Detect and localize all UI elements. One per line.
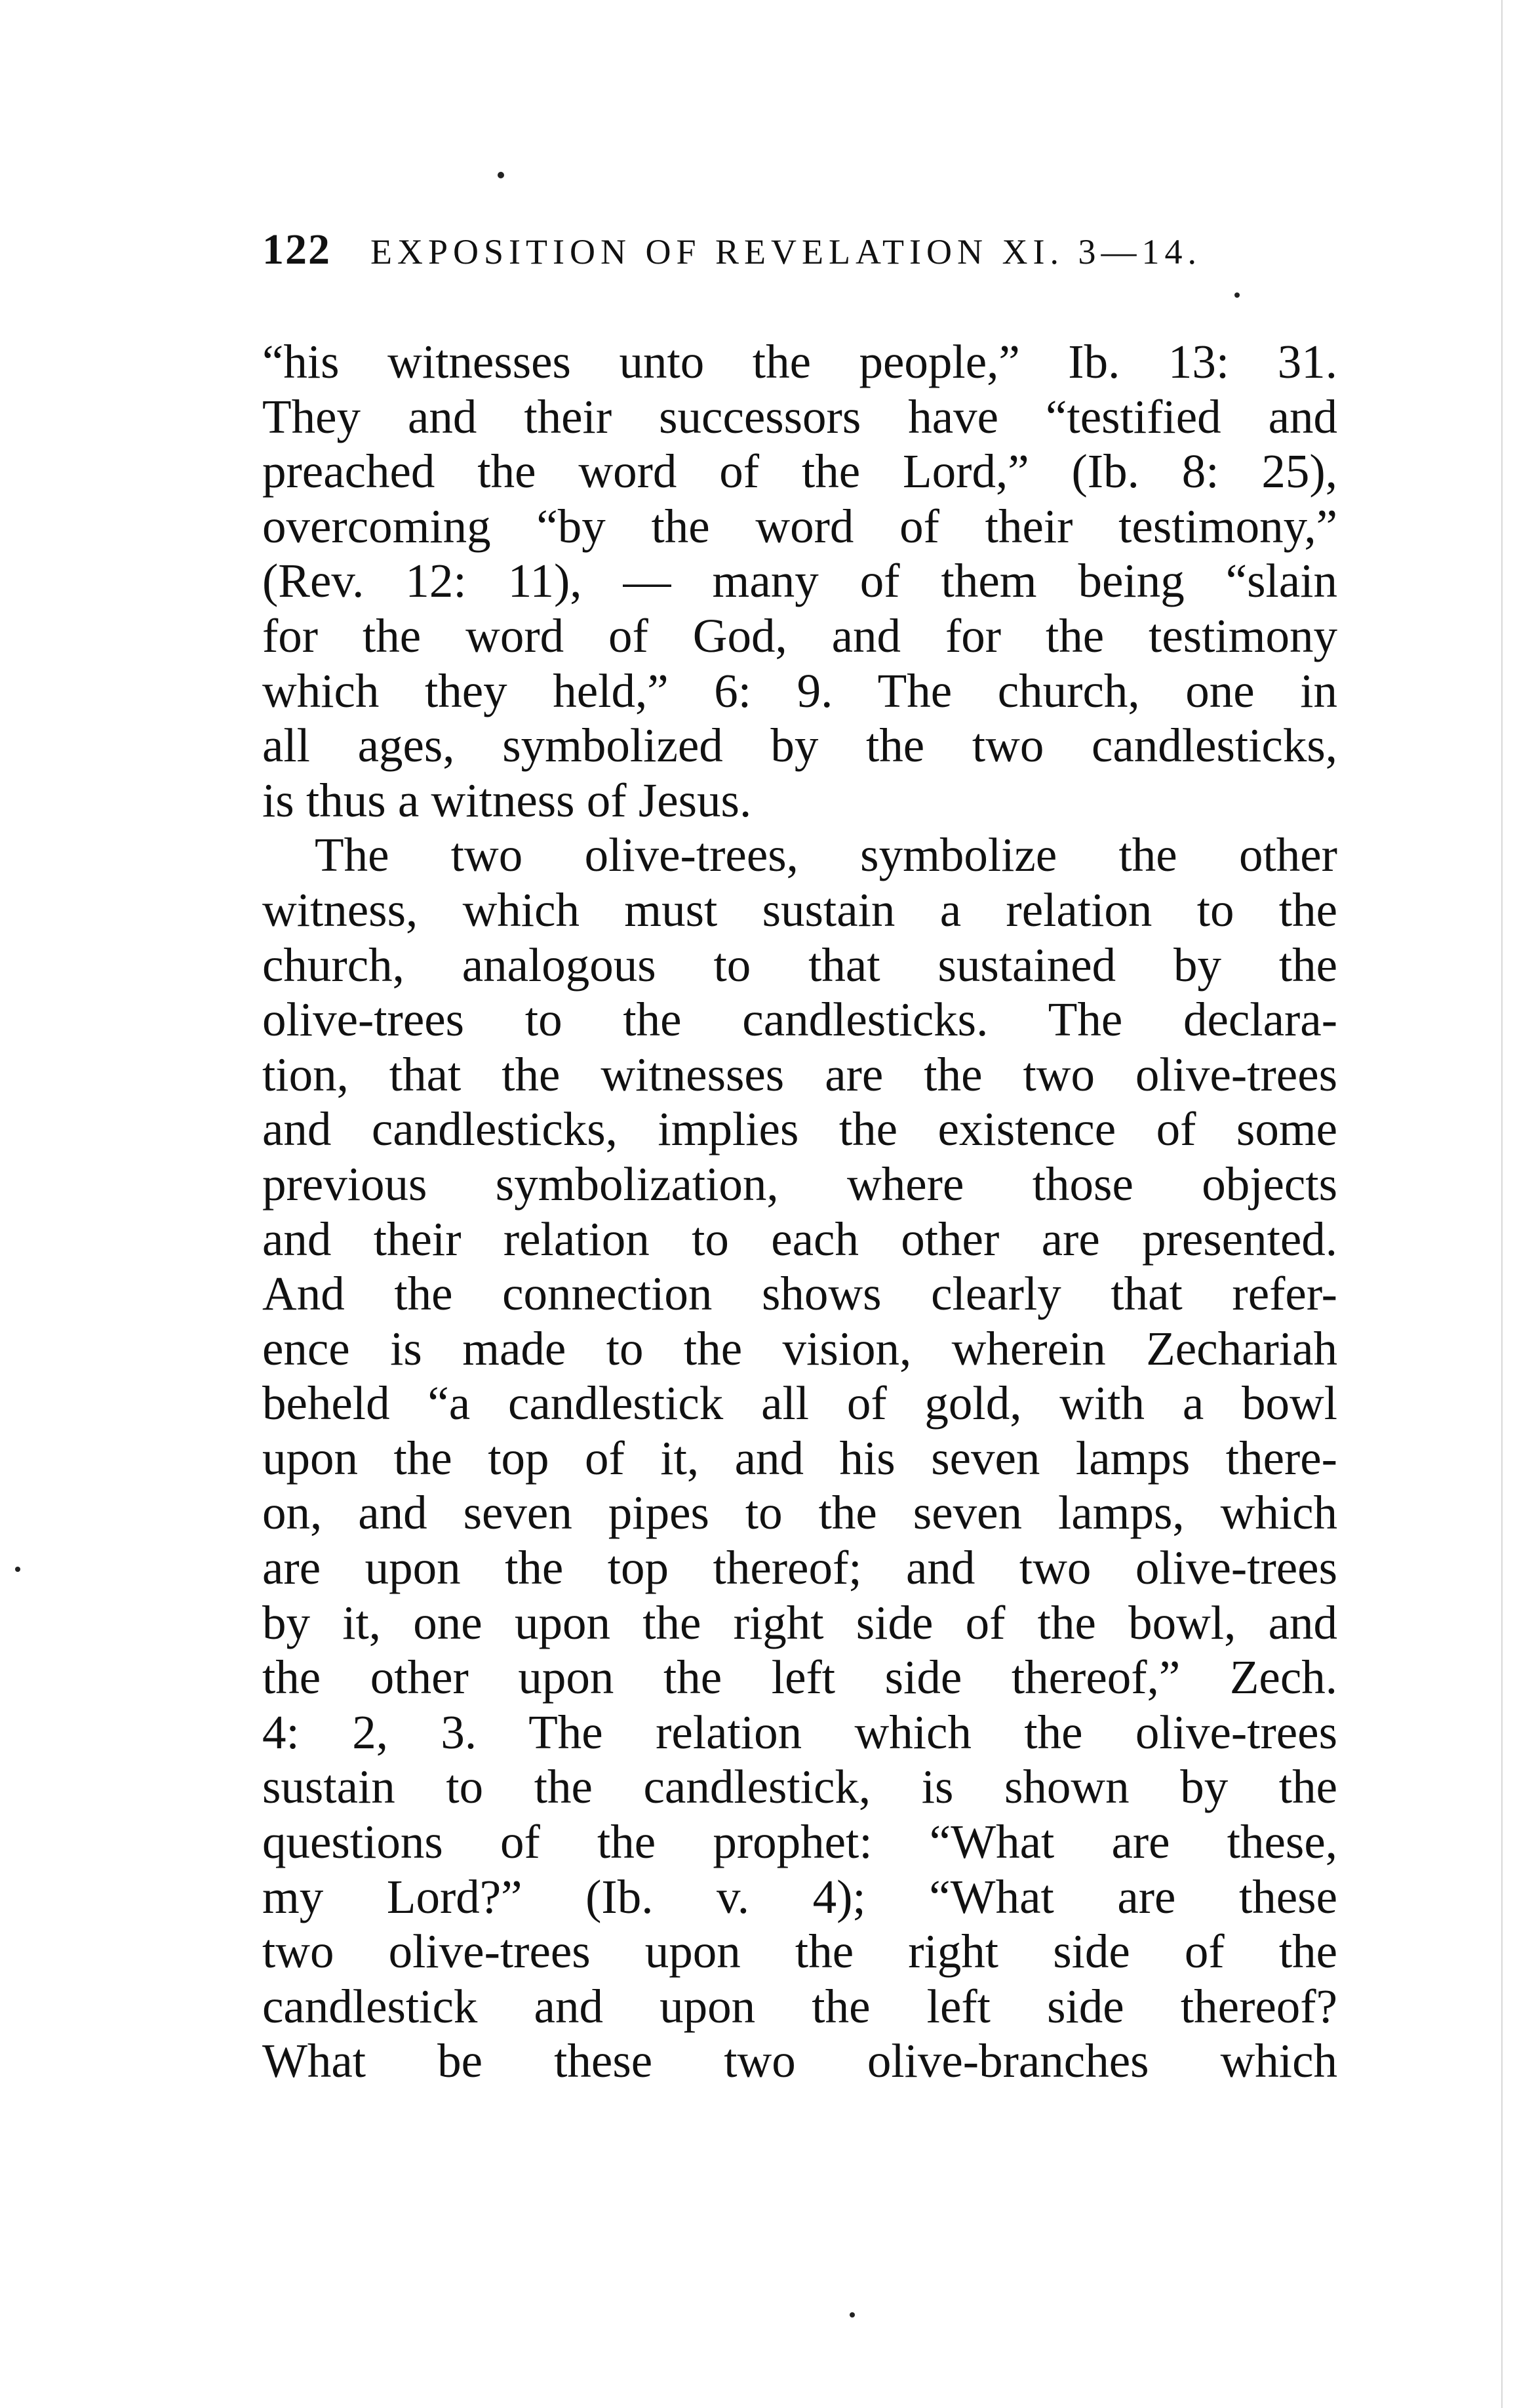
body-text xyxy=(262,334,1337,2089)
text-line: are upon the top thereof; and two olive-trees xyxy=(262,1541,1337,1595)
text-line: olive-trees to the candlesticks. The declara- xyxy=(262,993,1337,1047)
text-line: preached the word of the Lord,” (Ib. 8: 25), xyxy=(262,445,1337,498)
text-line: by it, one upon the right side of the bowl, and xyxy=(262,1595,1337,1649)
text-line: on, and seven pipes to the seven lamps, which xyxy=(262,1486,1337,1540)
text-line: church, analogous to that sustained by the xyxy=(262,938,1337,992)
text-line: candlestick and upon the left side thereof? xyxy=(262,1979,1337,2033)
text-line: The two olive-trees, symbolize the other xyxy=(315,828,1337,882)
text-line: and their relation to each other are presented. xyxy=(262,1212,1337,1266)
text-line: (Rev. 12: 11), — many of them being “slain xyxy=(262,554,1337,608)
running-title: EXPOSITION OF REVELATION XI. 3—14. xyxy=(370,232,1202,271)
ink-speck xyxy=(498,172,504,178)
text-line: two olive-trees upon the right side of the xyxy=(262,1925,1337,1978)
text-line: sustain to the candlestick, is shown by the xyxy=(262,1760,1337,1814)
text-line: ence is made to the vision, wherein Zechariah xyxy=(262,1321,1337,1375)
text-line: tion, that the witnesses are the two olive-trees xyxy=(262,1047,1337,1101)
text-line: and candlesticks, implies the existence of some xyxy=(262,1102,1337,1156)
text-line: my Lord?” (Ib. v. 4); “What are these xyxy=(262,1870,1337,1923)
text-line: witness, which must sustain a relation to the xyxy=(262,883,1337,936)
text-line: is thus a witness of Jesus. xyxy=(262,773,752,827)
text-line: all ages, symbolized by the two candlesticks, xyxy=(262,719,1337,773)
ink-speck xyxy=(850,2312,855,2318)
text-line: “his witnesses unto the people,” Ib. 13: 31. xyxy=(262,335,1337,388)
text-line: beheld “a candlestick all of gold, with a bowl xyxy=(262,1376,1337,1430)
text-line: They and their successors have “testified and xyxy=(262,390,1337,443)
text-line: 4: 2, 3. The relation which the olive-trees xyxy=(262,1705,1337,1759)
running-head xyxy=(262,226,1337,275)
text-line: And the connection shows clearly that refer- xyxy=(262,1267,1337,1321)
page-edge-line xyxy=(1501,0,1503,2408)
ink-speck xyxy=(1234,292,1240,298)
text-line: which they held,” 6: 9. The church, one in xyxy=(262,664,1337,717)
text-line: for the word of God, and for the testimony xyxy=(262,609,1337,662)
text-line: upon the top of it, and his seven lamps there- xyxy=(262,1431,1337,1485)
ink-speck xyxy=(15,1567,20,1572)
text-line: overcoming “by the word of their testimony,” xyxy=(262,499,1337,553)
text-line: the other upon the left side thereof,” Zech. xyxy=(262,1651,1337,1704)
text-line: questions of the prophet: “What are these, xyxy=(262,1815,1337,1869)
text-line: What be these two olive-branches which xyxy=(262,2034,1337,2088)
text-line: previous symbolization, where those objects xyxy=(262,1157,1337,1211)
page-number: 122 xyxy=(262,226,331,273)
